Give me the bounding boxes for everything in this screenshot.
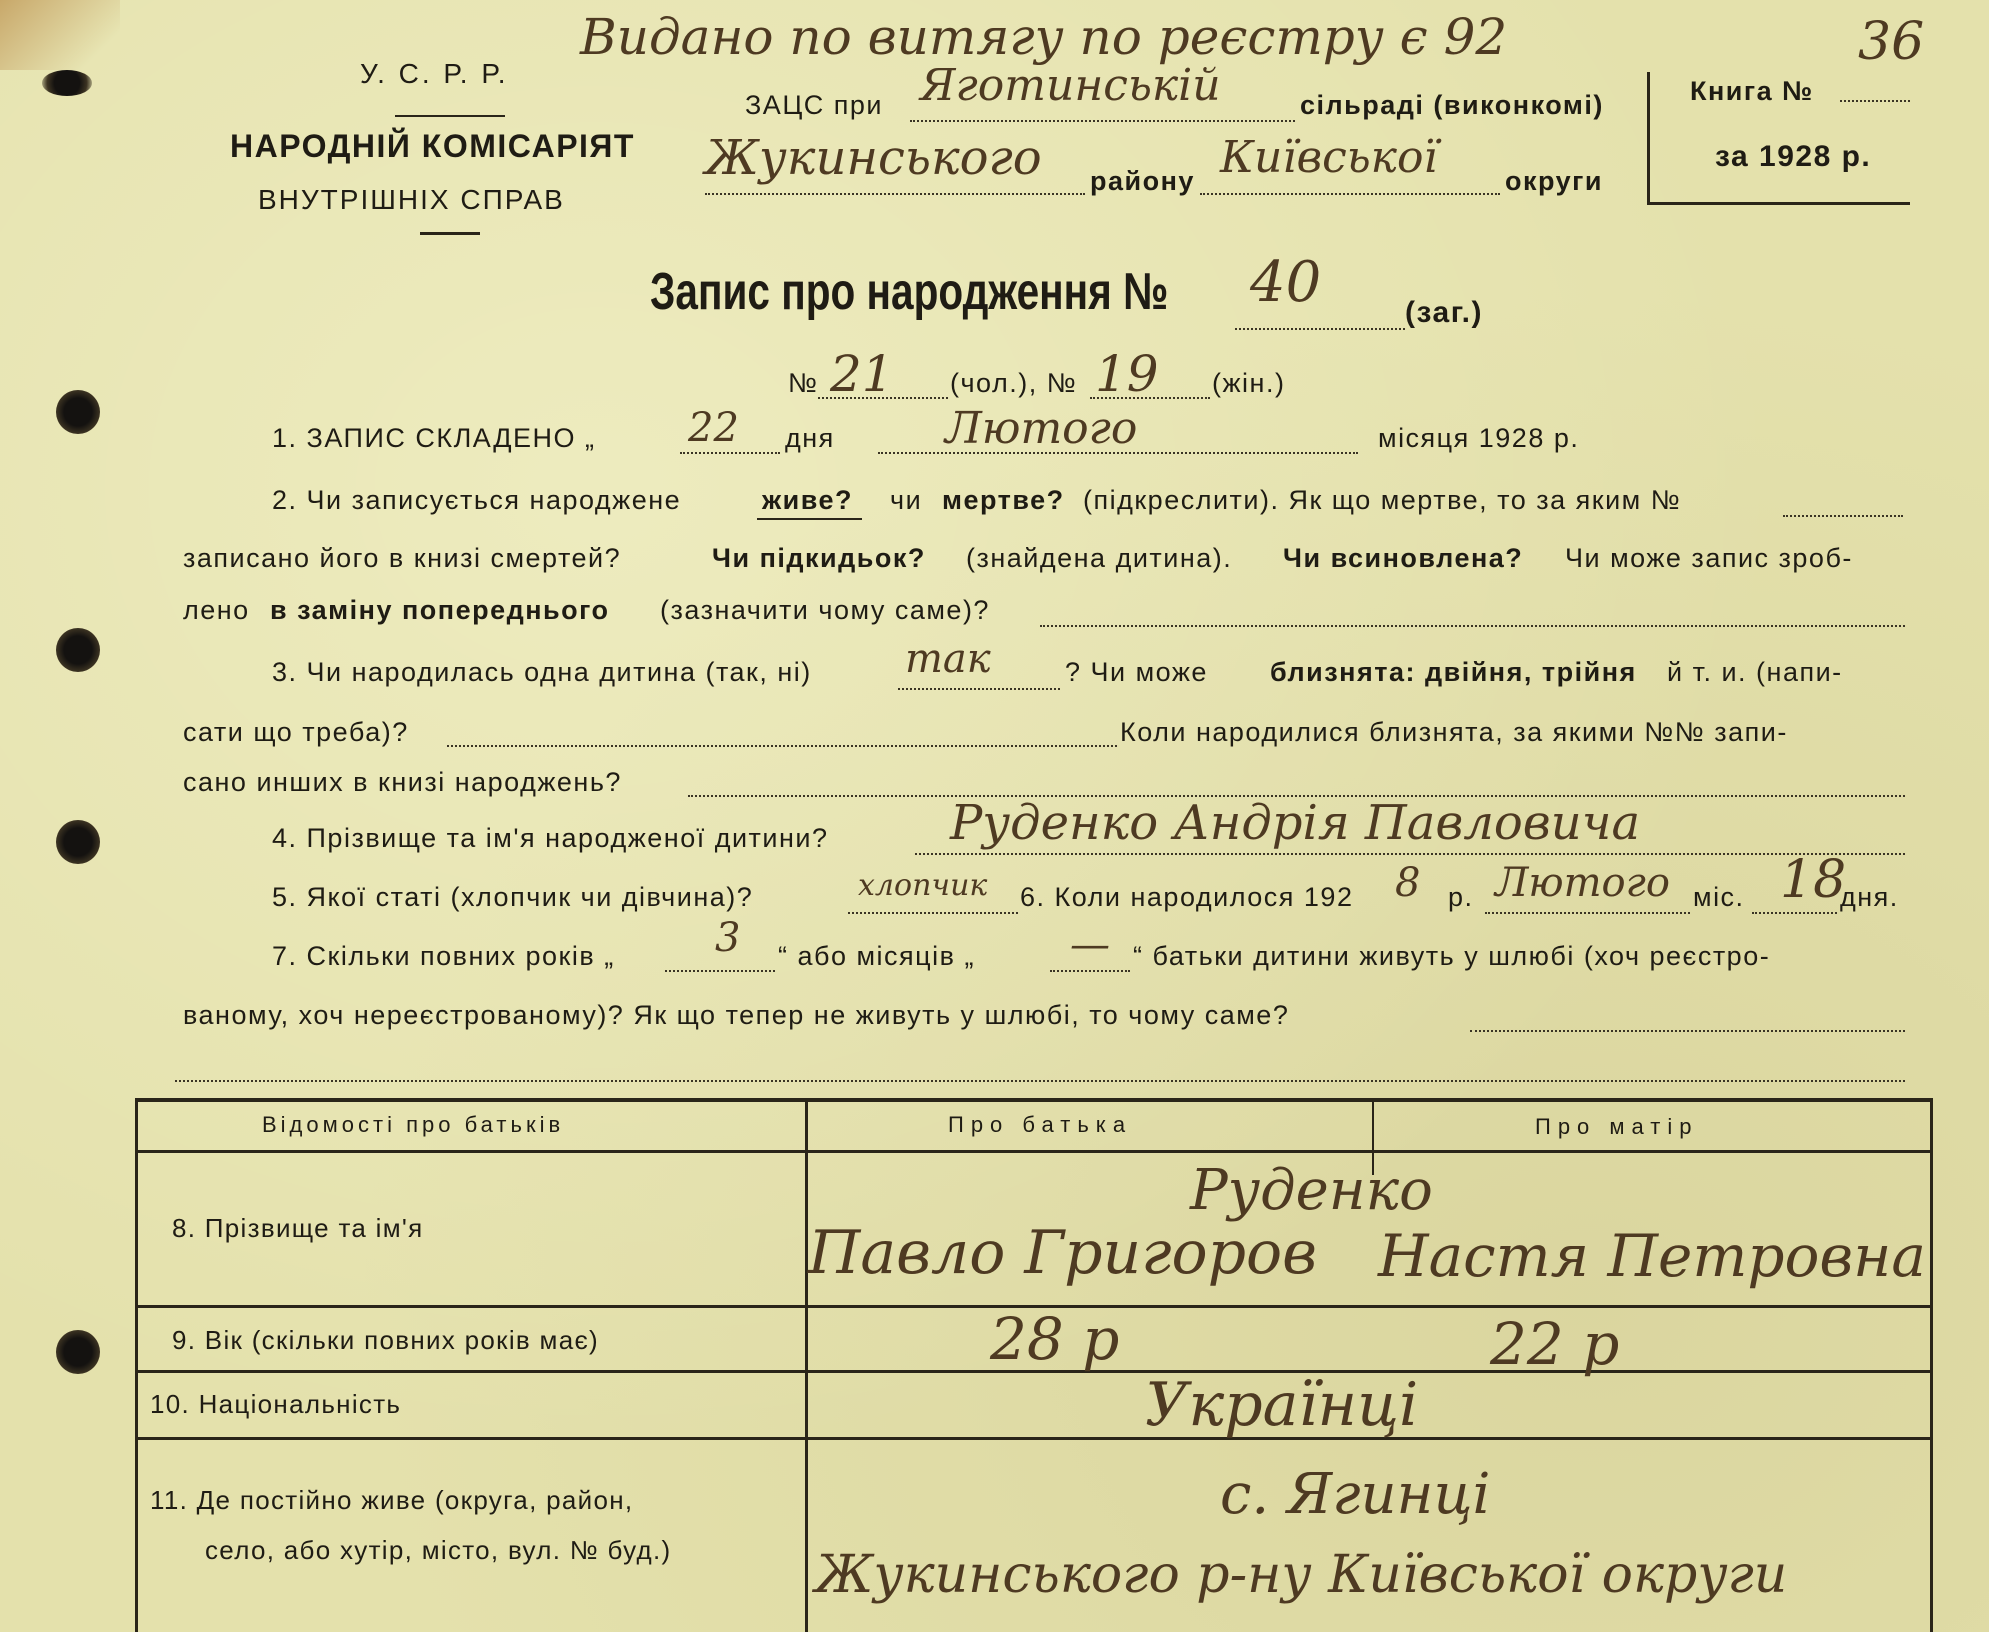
male-number: 21 <box>830 345 894 403</box>
q2-alive: живе? <box>762 485 853 515</box>
blank-line <box>1840 100 1910 102</box>
book-label: Книга № <box>1690 76 1814 106</box>
q6-mis: міс. <box>1693 882 1745 912</box>
blank-line <box>915 853 1905 855</box>
residence-village: с. Ягинці <box>1220 1462 1491 1527</box>
female-label: (жін.) <box>1212 368 1286 398</box>
q2-alive-underline <box>757 518 862 520</box>
record-number: 40 <box>1250 250 1322 315</box>
record-suffix: (заг.) <box>1405 296 1484 329</box>
book-year: за 1928 р. <box>1715 140 1872 173</box>
commissariat-subtitle: ВНУТРІШНІХ СПРАВ <box>258 184 565 215</box>
blank-line <box>818 397 948 399</box>
q6-day: 18 <box>1780 850 1847 910</box>
blank-line <box>1040 625 1905 627</box>
table-header-cell: Про батька <box>948 1112 1133 1137</box>
q1-day: 22 <box>688 405 739 451</box>
no-prefix: № <box>788 368 819 398</box>
divider <box>395 115 505 117</box>
q7-c: “ батьки дитини живуть у шлюбі (хоч реєстро- <box>1133 941 1771 971</box>
q2-line2c: Чи може запис зроб- <box>1565 543 1853 573</box>
blank-line <box>848 912 1018 914</box>
q6-r: р. <box>1448 882 1474 912</box>
mother-age: 22 р <box>1490 1310 1620 1378</box>
q6-month: Лютого <box>1495 860 1670 906</box>
q5-label: 5. Якої статі (хлопчик чи дівчина)? <box>272 882 754 912</box>
father-age: 28 р <box>990 1305 1120 1373</box>
blank-line <box>910 120 1295 122</box>
q3-answer: так <box>905 636 991 682</box>
q3-a: 3. Чи народилась одна дитина (так, ні) <box>272 657 812 687</box>
divider <box>420 232 480 235</box>
q6-label: 6. Коли народилося 192 <box>1020 882 1354 912</box>
q2-b: (підкреслити). Як що мертве, то за яким № <box>1083 485 1682 515</box>
blank-line <box>1235 328 1405 330</box>
nationality: Українці <box>1145 1370 1419 1440</box>
blank-line <box>1050 970 1130 972</box>
usrr-label: У. С. Р. Р. <box>360 58 509 89</box>
q2-a: 2. Чи записується народжене <box>272 485 682 515</box>
punch-hole <box>56 820 100 864</box>
male-label: (чол.), № <box>950 368 1078 398</box>
q2-or: чи <box>890 485 923 515</box>
q3-c: й т. и. (напи- <box>1667 657 1843 687</box>
q1-tail: місяця 1928 р. <box>1378 423 1580 453</box>
punch-hole <box>56 628 100 672</box>
row-label: 9. Вік (скільки повних років має) <box>172 1325 599 1355</box>
blank-line <box>705 193 1085 195</box>
q7-a: 7. Скільки повних років „ <box>272 941 615 971</box>
table-header-cell: Про матір <box>1535 1114 1699 1139</box>
q2-dead: мертве? <box>942 485 1065 515</box>
blank-line <box>1090 397 1210 399</box>
table-top <box>135 1098 1932 1102</box>
blank-line <box>665 970 775 972</box>
blank-line <box>1200 193 1500 195</box>
top-handwritten-note: Видано по витягу по реєстру є 92 <box>580 8 1508 66</box>
blank-line <box>447 745 1117 747</box>
blank-line <box>878 452 1358 454</box>
q2-line2b: (знайдена дитина). <box>966 543 1233 573</box>
q7-line2: ваному, хоч нереєстрованому)? Як що тепер не живуть у шлюбі, то чому саме? <box>183 1000 1290 1030</box>
row-label: 8. Прізвище та ім'я <box>172 1213 424 1243</box>
blank-line <box>1752 912 1837 914</box>
row-label: село, або хутір, місто, вул. № буд.) <box>205 1535 672 1565</box>
residence-district: Жукинського р-ну Київської округи <box>815 1545 1788 1605</box>
q5-answer: хлопчик <box>858 868 988 903</box>
q1-label: 1. ЗАПИС СКЛАДЕНО „ <box>272 423 596 453</box>
record-title: Запис про народження № <box>650 263 1169 321</box>
blank-line <box>898 688 1060 690</box>
q7-b: “ або місяців „ <box>778 941 975 971</box>
table-right <box>1930 1098 1933 1632</box>
q2-line2a: записано його в книзі смертей? <box>183 543 622 573</box>
q6-year: 8 <box>1395 860 1421 906</box>
q2-line3a: лено <box>183 595 250 625</box>
book-box-left <box>1647 72 1650 204</box>
q4-label: 4. Прізвище та ім'я народженої дитини? <box>272 823 829 853</box>
zacs-label: ЗАЦС при <box>745 90 884 120</box>
punch-hole <box>56 390 100 434</box>
blank-line <box>680 452 780 454</box>
female-number: 19 <box>1095 345 1159 403</box>
blank-line <box>1485 912 1690 914</box>
okruha-label: округи <box>1505 166 1604 196</box>
row-label: 11. Де постійно живе (округа, район, <box>150 1485 634 1515</box>
q3-b: ? Чи може <box>1065 657 1208 687</box>
blank-line <box>1783 515 1903 517</box>
punch-hole <box>42 70 92 96</box>
blank-line <box>1470 1030 1905 1032</box>
q7-years: 3 <box>715 915 741 961</box>
table-left <box>135 1098 138 1632</box>
punch-hole <box>56 1330 100 1374</box>
surname-above: Руденко <box>1190 1158 1433 1223</box>
table-header-cell: Відомості про батьків <box>262 1112 565 1137</box>
okruha-name: Київської <box>1220 132 1438 183</box>
q2-adopted: Чи всиновлена? <box>1283 543 1524 573</box>
q1-day-label: дня <box>785 423 835 453</box>
table-col-divider <box>805 1100 808 1632</box>
q3-line2b: Коли народилися близнята, за якими №№ запи- <box>1120 717 1788 747</box>
q3-twins: близнята: двійня, трійня <box>1270 657 1637 687</box>
q2-replace: в заміну попереднього <box>270 595 610 625</box>
paper-stain <box>0 0 120 70</box>
table-header-bottom <box>135 1150 1932 1153</box>
q3-line3: сано инших в книзі народжень? <box>183 767 622 797</box>
page-number: 36 <box>1858 12 1925 72</box>
father-name: Павло Григоров <box>808 1218 1318 1288</box>
q1-month: Лютого <box>945 403 1138 454</box>
row-label: 10. Національність <box>150 1389 402 1419</box>
raion-name: Жукинського <box>705 130 1042 186</box>
book-box-bottom <box>1647 202 1910 205</box>
zacs-village: Яготинській <box>920 60 1221 111</box>
q4-child-name: Руденко Андрія Павловича <box>950 795 1641 851</box>
q3-line2a: сати що треба)? <box>183 717 409 747</box>
table-row-divider <box>135 1437 1932 1440</box>
commissariat-title: НАРОДНІЙ КОМІСАРІЯТ <box>230 128 635 164</box>
q7-months: — <box>1070 922 1110 968</box>
raion-label: району <box>1090 166 1195 196</box>
silradi-label: сільраді (виконкомі) <box>1300 90 1604 120</box>
mother-name: Настя Петровна <box>1378 1222 1926 1290</box>
q2-line3b: (зазначити чому саме)? <box>660 595 990 625</box>
q6-dnia: дня. <box>1840 882 1899 912</box>
blank-line <box>175 1080 1905 1082</box>
q2-foundling: Чи підкидьок? <box>712 543 926 573</box>
